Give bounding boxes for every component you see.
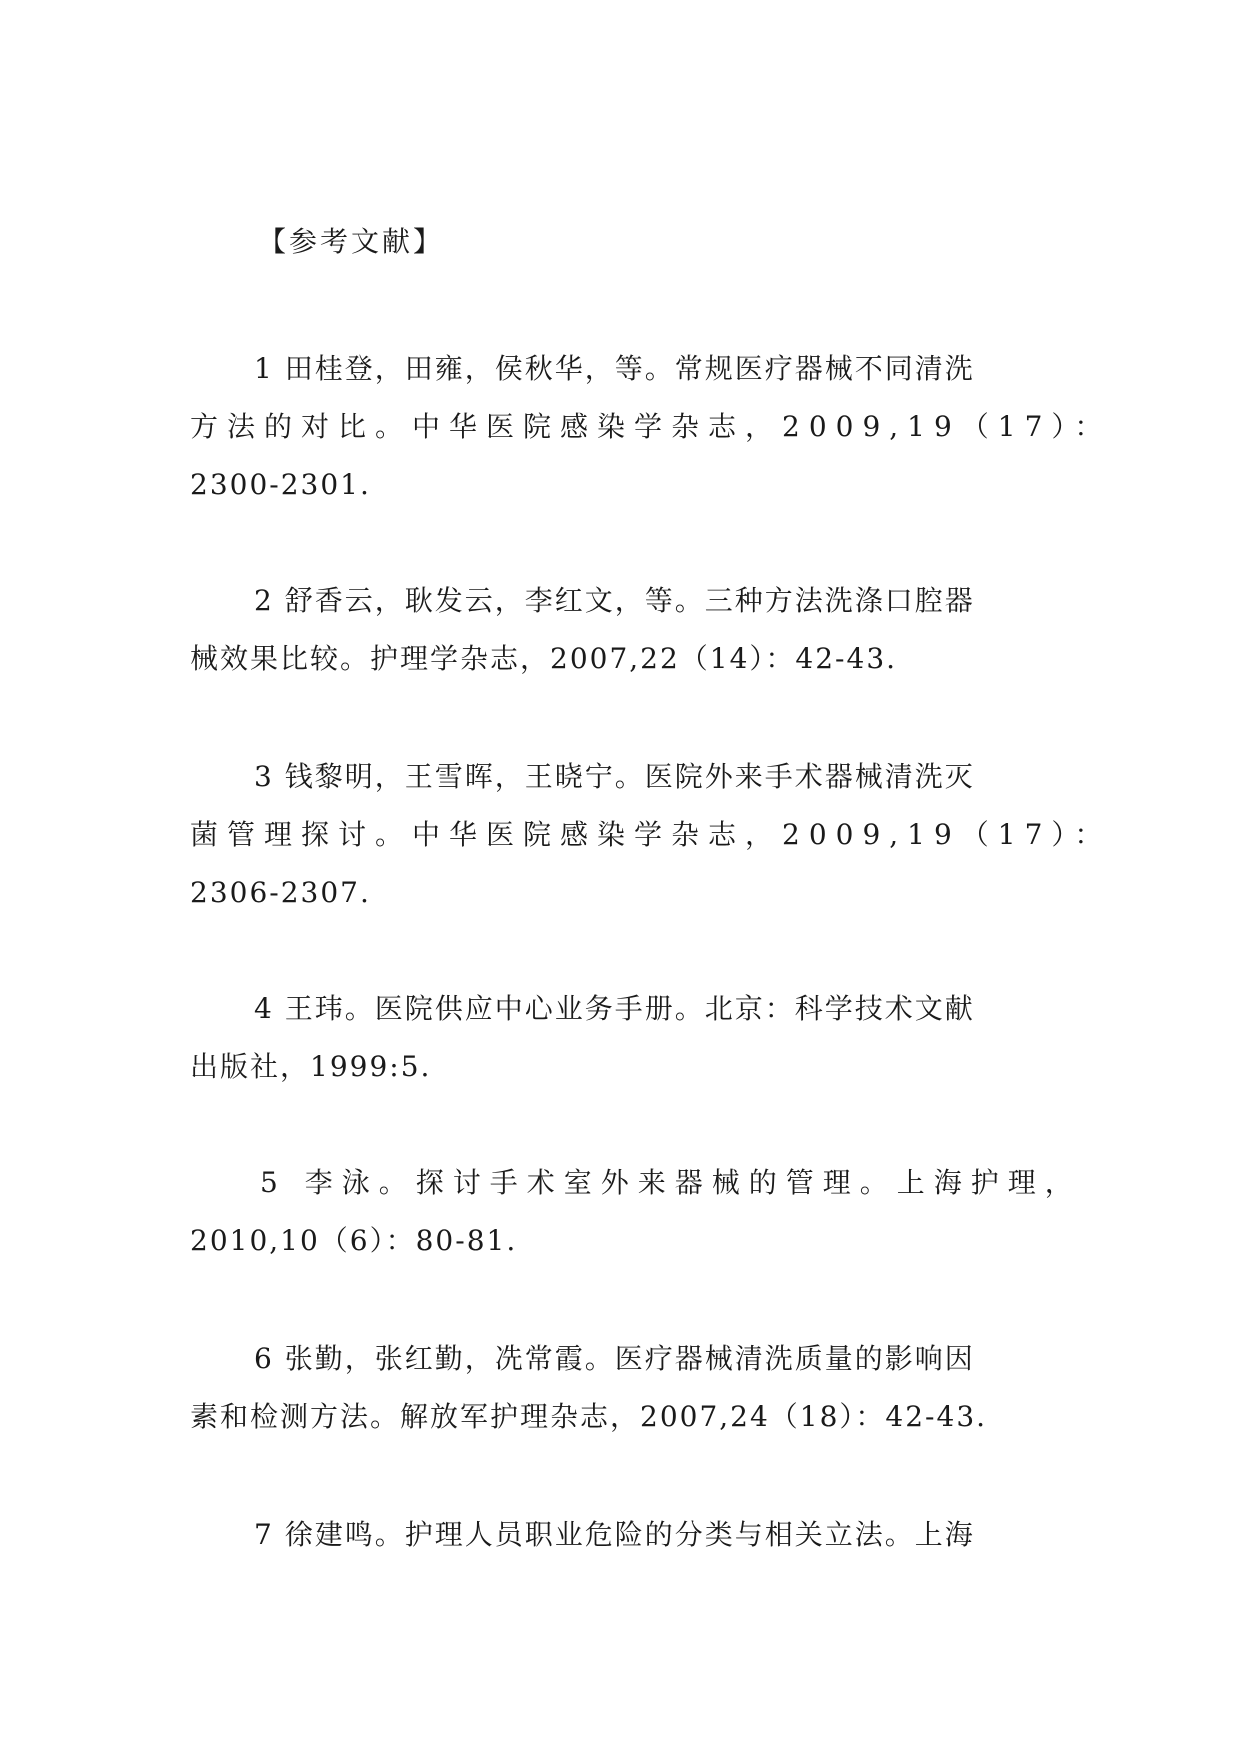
reference-line: 械效果比较。护理学杂志，2007,22（14）：42-43. bbox=[190, 642, 898, 675]
reference-line: 3 钱黎明，王雪晖，王晓宁。医院外来手术器械清洗灭 bbox=[254, 760, 975, 793]
reference-line: 2010,10（6）：80-81. bbox=[190, 1224, 518, 1257]
reference-item-3 bbox=[190, 748, 1112, 922]
reference-item-4 bbox=[190, 980, 1052, 1096]
reference-line: 出版社，1999:5. bbox=[190, 1050, 432, 1083]
reference-line: 4 王玮。医院供应中心业务手册。北京：科学技术文献 bbox=[254, 992, 975, 1025]
reference-line: 5 李泳。探讨手术室外来器械的管理。上海护理， bbox=[260, 1166, 1082, 1199]
reference-item-7 bbox=[190, 1506, 1052, 1564]
reference-item-6 bbox=[190, 1330, 1052, 1446]
reference-line: 2306-2307. bbox=[190, 876, 371, 909]
reference-line: 1 田桂登，田雍，侯秋华，等。常规医疗器械不同清洗 bbox=[254, 352, 975, 385]
reference-line: 2300-2301. bbox=[190, 468, 371, 501]
reference-line: 6 张勤，张红勤，冼常霞。医疗器械清洗质量的影响因 bbox=[254, 1342, 975, 1375]
reference-item-1 bbox=[190, 340, 1112, 514]
reference-line: 菌管理探讨。中华医院感染学杂志，2009,19（17）： bbox=[190, 818, 1112, 851]
reference-item-5 bbox=[190, 1154, 1082, 1270]
reference-item-2 bbox=[190, 572, 1052, 688]
reference-line: 2 舒香云，耿发云，李红文，等。三种方法洗涤口腔器 bbox=[254, 584, 975, 617]
reference-line: 7 徐建鸣。护理人员职业危险的分类与相关立法。上海 bbox=[254, 1518, 975, 1551]
references-heading: 【参考文献】 bbox=[258, 225, 445, 258]
reference-line: 方法的对比。中华医院感染学杂志，2009,19（17）： bbox=[190, 410, 1112, 443]
reference-line: 素和检测方法。解放军护理杂志，2007,24（18）：42-43. bbox=[190, 1400, 988, 1433]
